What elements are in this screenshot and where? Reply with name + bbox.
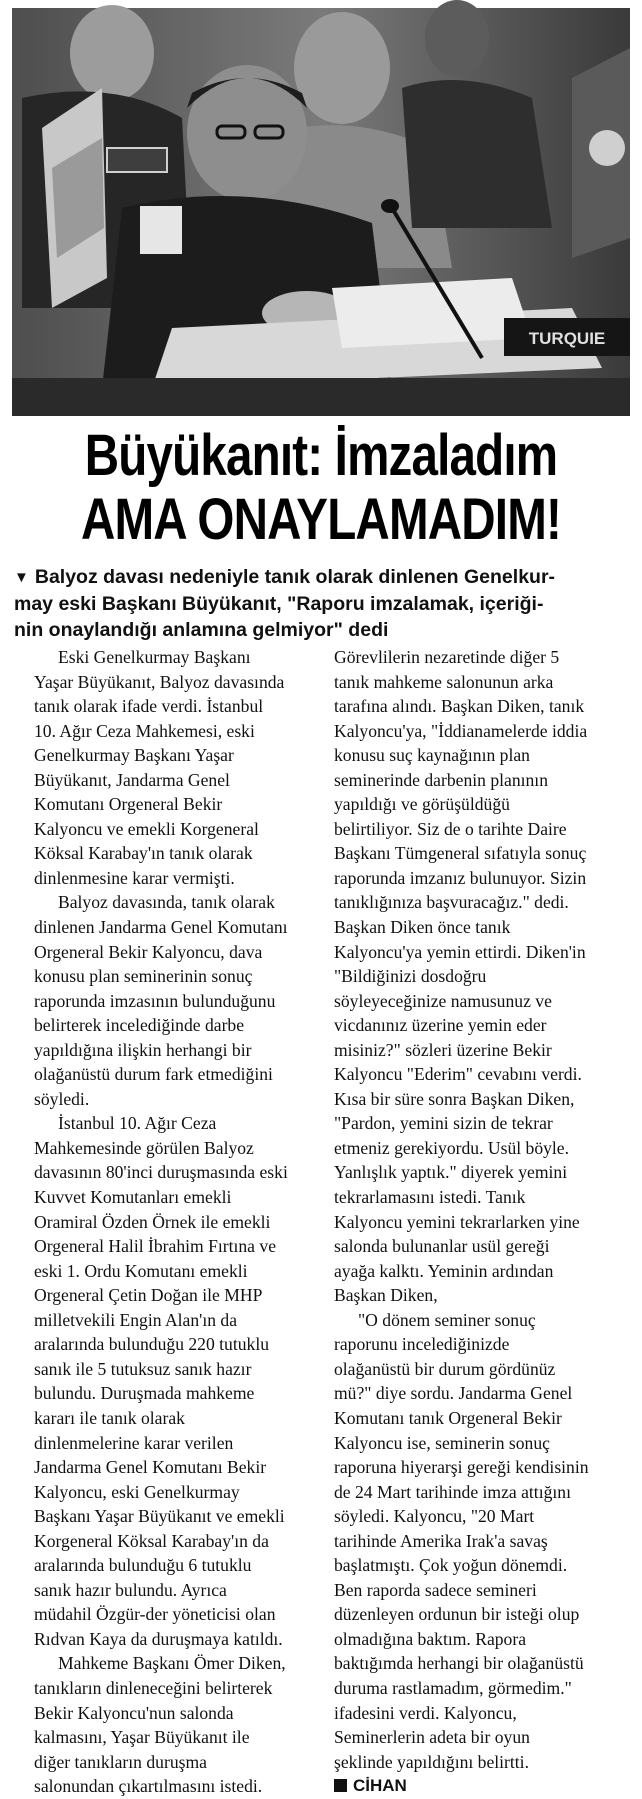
article-text-line: Rıdvan Kaya da duruşmaya katıldı.	[34, 1628, 283, 1649]
article-text-line: "O dönem seminer sonuç	[358, 1309, 536, 1330]
article-text-line: Başkan Diken önce tanık	[334, 917, 511, 938]
article-text-line: dinlenen Jandarma Genel Komutanı	[34, 917, 288, 938]
article-text-line: davasının 80'inci duruşmasında eski	[34, 1162, 288, 1183]
article-text-line: Balyoz davasında, tanık olarak	[58, 892, 275, 913]
article-text-line: Başkanı Tümgeneral sıfatıyla sonuç	[334, 843, 587, 864]
article-text-line: Ben raporda sadece semineri	[334, 1579, 537, 1600]
article-text-line: Orgeneral Halil İbrahim Fırtına ve	[34, 1236, 276, 1257]
article-text-line: belirterek incelediğinde darbe	[34, 1015, 245, 1036]
byline	[334, 1774, 630, 1799]
article-text-line: Kalyoncu'ya yemin ettirdi. Diken'in	[334, 941, 586, 962]
article-text-line: ifadesini verdi. Kalyoncu,	[334, 1702, 517, 1723]
article-text-line: Başkanı Yaşar Büyükanıt ve emekli	[34, 1506, 285, 1527]
article-text-line: Korgeneral Köksal Karabay'ın da	[34, 1530, 269, 1551]
article-text-line: yapıldığı ve görüşüldüğü	[334, 794, 510, 815]
article-text-line: raporunda imzasının bulunduğunu	[34, 990, 276, 1011]
article-text-line: sanık hazır bulundu. Ayrıca	[34, 1579, 227, 1600]
article-text-line: yapıldığına ilişkin herhangi bir	[34, 1039, 252, 1060]
article-column-left	[34, 645, 322, 1799]
square-bullet-icon	[334, 1779, 347, 1792]
article-text-line: şeklinde yapıldığını belirtti.	[334, 1751, 529, 1772]
article-text-line: başlatmıştı. Çok yoğun dönemdi.	[334, 1555, 568, 1576]
article-text-line: Komutanı Orgeneral Bekir	[34, 794, 223, 815]
article-text-line: tekrarlamasını istedi. Tanık	[334, 1187, 526, 1208]
article-text-line: müdahil Özgür-der yöneticisi olan	[34, 1604, 276, 1625]
article-text-line: Mahkemesinde görülen Balyoz	[34, 1137, 254, 1158]
lead-line-2: may eski Başkanı Büyükanıt, "Raporu imzalamak, içeriği-	[14, 593, 544, 615]
article-text-line: Köksal Karabay'ın tanık olarak	[34, 843, 253, 864]
article-text-line: 10. Ağır Ceza Mahkemesi, eski	[34, 720, 255, 741]
byline-text: CİHAN	[353, 1776, 407, 1796]
article-text-line: söyleyeceğinize namusunuz ve	[334, 990, 552, 1011]
article-text-line: Mahkeme Başkanı Ömer Diken,	[58, 1653, 286, 1674]
article-text-line: Kalyoncu ise, seminerin sonuç	[334, 1432, 550, 1453]
article-text-line: vicdanınız üzerine yemin eder	[334, 1015, 547, 1036]
article-text-line: belirtiliyor. Siz de o tarihte Daire	[334, 818, 567, 839]
article-text-line: Yanlışlık yaptık." diyerek yemini	[334, 1162, 568, 1183]
article-text-line: raporunu incelediğinizde	[334, 1334, 510, 1355]
article-text-line: Orgeneral Çetin Doğan ile MHP	[34, 1285, 263, 1306]
article-text-line: sanık ile 5 tutuksuz sanık hazır	[34, 1358, 252, 1379]
article-text-line: de 24 Mart tarihinde imza attığını	[334, 1481, 571, 1502]
article-text-line: Yaşar Büyükanıt, Balyoz davasında	[34, 671, 285, 692]
article-text-line: ayağa kalktı. Yeminin ardından	[334, 1260, 554, 1281]
article-text-line: salonda bulunanlar usül gereği	[334, 1236, 550, 1257]
article-text-line: Kuvvet Komutanları emekli	[34, 1187, 232, 1208]
article-text-line: konusu plan seminerinin sonuç	[34, 966, 253, 987]
article-text-line: olağanüstü durum fark etmediğini	[34, 1064, 273, 1085]
article-text-line: kararı ile tanık olarak	[34, 1407, 185, 1428]
article-text-line: Büyükanıt, Jandarma Genel	[34, 769, 230, 790]
article-text-line: Başkan Diken,	[334, 1285, 438, 1306]
article-text-line: düzenleyen ordunun bir isteği olup	[334, 1604, 580, 1625]
headline-line-2: AMA ONAYLAMADIM!	[80, 487, 562, 552]
article-text-line: söyledi. Kalyoncu, "20 Mart	[334, 1506, 535, 1527]
nameplate-text: TURQUIE	[528, 329, 606, 348]
article-text-line: milletvekili Engin Alan'ın da	[34, 1309, 238, 1330]
article-text-line: eski 1. Ordu Komutanı emekli	[34, 1260, 248, 1281]
article-text-line: tanıkların dinleneceğini belirterek	[34, 1677, 273, 1698]
article-text-line: Görevlilerin nezaretinde diğer 5	[334, 647, 560, 667]
article-column-right	[334, 645, 630, 1799]
article-text-line: Kalyoncu'ya, "İddianamelerde iddia	[334, 720, 588, 741]
article-text-line: duruma rastlamadım, görmedim."	[334, 1677, 572, 1698]
article-text-line: konusu suç kaynağının plan	[334, 745, 530, 766]
article-text-line: Komutanı tanık Orgeneral Bekir	[334, 1407, 562, 1428]
article-text-line: dinlenmelerine karar verilen	[34, 1432, 234, 1453]
article-text-line: Seminerlerin adeta bir oyun	[334, 1727, 530, 1748]
article-text-line: seminerinde darbenin planının	[334, 769, 548, 790]
lead-line-1: ▼ Balyoz davası nedeniyle tanık olarak dinlenen Genelkur-	[14, 566, 555, 588]
article-text-line: Bekir Kalyoncu'nun salonda	[34, 1702, 234, 1723]
article-text-line: raporuna hiyerarşi gereği kendisinin	[334, 1457, 589, 1478]
article-text-line: Kısa bir süre sonra Başkan Diken,	[334, 1088, 575, 1109]
article-text-line: etmeniz gerekiyordu. Usül böyle.	[334, 1137, 570, 1158]
article-text-line: Kalyoncu, eski Genelkurmay	[34, 1481, 240, 1502]
lead-paragraph	[14, 564, 628, 643]
article-text-line: mü?" diye sordu. Jandarma Genel	[334, 1383, 573, 1404]
article-text-line: salonundan çıkartılmasını istedi.	[34, 1776, 263, 1797]
article-text-line: aralarında bulunduğu 6 tutuklu	[34, 1555, 252, 1576]
article-text-line: Kalyoncu yemini tekrarlarken yine	[334, 1211, 580, 1232]
article-text-line: Kalyoncu "Ederim" cevabını verdi.	[334, 1064, 582, 1085]
article-text-line: söyledi.	[34, 1088, 90, 1109]
news-photo-illustration	[12, 8, 630, 416]
article-text-line: Genelkurmay Başkanı Yaşar	[34, 745, 234, 766]
headline-line-1: Büyükanıt: İmzaladım	[84, 423, 558, 488]
article-text-line: raporunda imzanız bulunuyor. Sizin	[334, 867, 587, 888]
article-text-line: aralarında bulunduğu 220 tutuklu	[34, 1334, 270, 1355]
headline	[8, 424, 634, 552]
article-text-line: tanık olarak ifade verdi. İstanbul	[34, 696, 264, 717]
article-text-line: tarihinde Amerika Irak'a savaş	[334, 1530, 548, 1551]
article-text-line: bulundu. Duruşmada mahkeme	[34, 1383, 255, 1404]
article-text-line: Kalyoncu ve emekli Korgeneral	[34, 818, 259, 839]
article-text-line: "Bildiğinizi dosdoğru	[334, 966, 487, 987]
article-text-line: dinlenmesine karar vermişti.	[34, 867, 235, 888]
article-text-line: Orgeneral Bekir Kalyoncu, dava	[34, 941, 263, 962]
article-text-line: Eski Genelkurmay Başkanı	[58, 647, 251, 667]
article-text-line: tarafına alındı. Başkan Diken, tanık	[334, 696, 585, 717]
article-text-line: misiniz?" sözleri üzerine Bekir	[334, 1039, 552, 1060]
article-text-line: baktığımda herhangi bir olağanüstü	[334, 1653, 584, 1674]
article-text-line: İstanbul 10. Ağır Ceza	[58, 1113, 217, 1134]
lead-line-3: nin onaylandığı anlamına gelmiyor" dedi	[14, 619, 389, 641]
news-photo	[12, 8, 630, 416]
triangle-down-icon: ▼	[14, 569, 29, 586]
article-text-line: Oramiral Özden Örnek ile emekli	[34, 1211, 271, 1232]
article-text-line: tanık mahkeme salonunun arka	[334, 671, 554, 692]
article-text-line: diğer tanıkların duruşma	[34, 1751, 207, 1772]
article-text-line: olmadığına baktım. Rapora	[334, 1628, 527, 1649]
article-text-line: olağanüstü bir durum gördünüz	[334, 1358, 556, 1379]
article-text-line: tanıklığınıza başvuracağız." dedi.	[334, 892, 569, 913]
article-text-line: kalmasını, Yaşar Büyükanıt ile	[34, 1727, 250, 1748]
article-text-line: Jandarma Genel Komutanı Bekir	[34, 1457, 267, 1478]
article-text-line: "Pardon, yemini sizin de tekrar	[334, 1113, 553, 1134]
